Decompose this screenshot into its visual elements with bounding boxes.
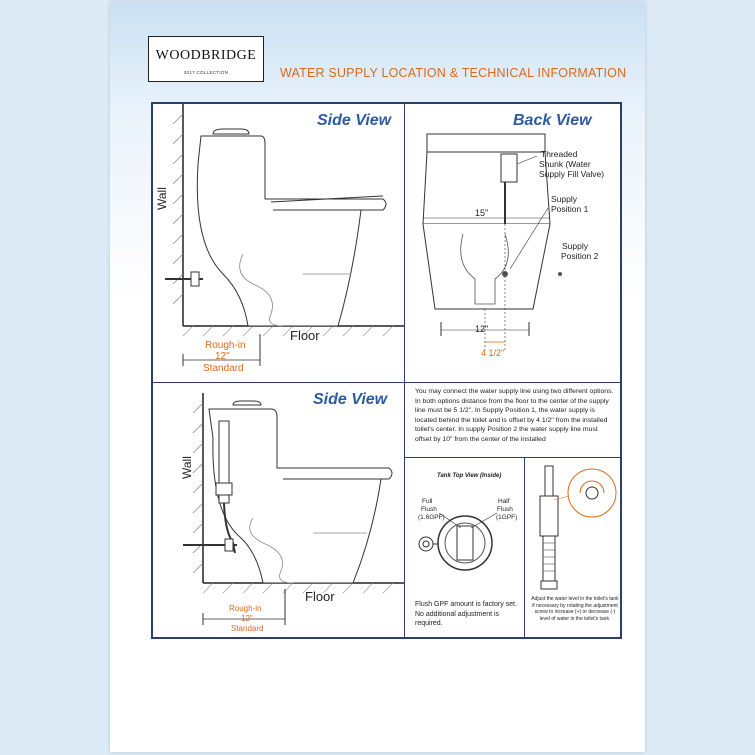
threaded-label-3: Supply Fill Valve) [539,169,605,179]
side-view-1-standard: Standard [203,363,244,374]
supply-position-1-b: Position 1 [551,204,589,214]
info-text: You may connect the water supply line using two different options. In both options distance from the floor to the center of the supply line must be 5 1/2". In Supply Position 1, the water supply is located behind the toilet and is offset by 4 1/2" from the installed toilet's center. In supply Position 2 the water supply line must offset by 10" from the center of the installed [415,388,614,443]
full-flush-2: Flush [421,506,437,513]
brand-logo [148,36,264,82]
dim-4-5-label: 4 1/2" [481,348,505,358]
side-view-2-dimension: 12" [241,614,253,623]
side-view-2-floor-label: Floor [305,589,335,604]
brand-name: WOODBRIDGE [155,48,257,63]
full-flush-3: (1.6GPF) [418,514,445,521]
side-view-2-drawing [153,383,405,638]
side-view-1-dimension: 12" [215,351,230,362]
supply-position-2-a: Supply [562,241,588,251]
adjustment-panel [524,457,621,638]
full-flush-1: Full [422,498,433,505]
side-view-1-floor-label: Floor [290,328,320,343]
diagram-frame [151,102,622,639]
side-view-1-title: Side View [317,112,392,129]
spec-sheet [110,2,645,752]
side-view-1-wall-label: Wall [155,187,169,210]
dim-15-label: 15" [475,208,489,218]
side-view-1-panel [152,103,405,383]
tank-top-view-title: Tank Top View (Inside) [437,473,502,479]
info-panel [404,382,621,458]
half-flush-2: Flush [497,506,513,513]
supply-position-1-a: Supply [551,194,577,204]
side-view-2-rough-in: Rough-in [229,604,262,613]
threaded-label-2: Shunk (Water [539,159,591,169]
page-heading: WATER SUPPLY LOCATION & TECHNICAL INFORMATION [280,66,627,80]
half-flush-1: Half [498,498,510,505]
gpf-note: Flush GPF amount is factory set. No additional adjustment is required. [415,601,517,627]
supply-position-2-b: Position 2 [561,251,599,261]
tank-top-view-panel [404,457,525,638]
side-view-2-title: Side View [313,391,388,408]
adjust-note: Adjust the water level in the toilet's tank if necessary by rotating the adjustment screw to increase (+) or decrease (-) level of water in the toilet's tank. [531,596,619,622]
side-view-1-rough-in: Rough-in [205,340,246,351]
side-view-2-wall-label: Wall [180,456,194,479]
side-view-2-panel [152,382,405,638]
dim-12-label: 12" [475,324,489,334]
side-view-2-standard: Standard [231,624,264,633]
threaded-label-1: Threaded [541,149,578,159]
brand-subtitle: 2017 COLLECTION [183,70,229,75]
side-view-1-drawing [153,104,405,383]
back-view-drawing [405,104,621,383]
back-view-panel [404,103,621,383]
back-view-title: Back View [513,112,592,129]
half-flush-3: (1GPF) [496,514,518,521]
